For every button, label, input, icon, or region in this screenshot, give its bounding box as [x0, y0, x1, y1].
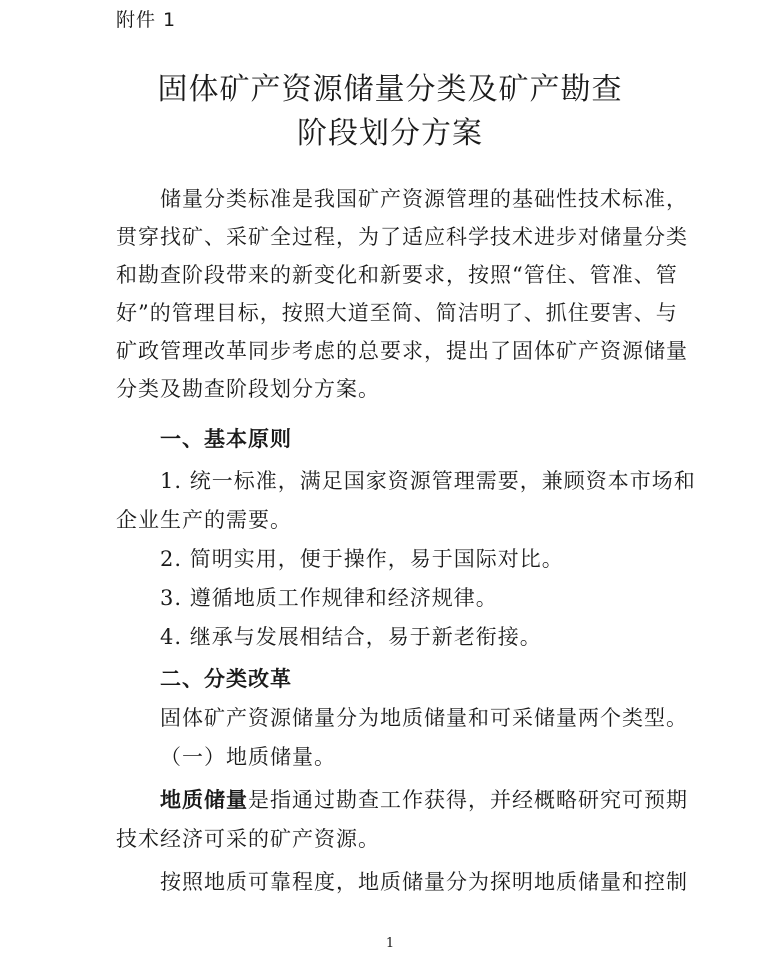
principle-item: 3. 遵循地质工作规律和经济规律。	[160, 586, 498, 610]
document-title-line-1: 固体矿产资源储量分类及矿产勘查	[157, 72, 623, 107]
definition-line-continued: 技术经济可采的矿产资源。	[116, 827, 380, 851]
principle-item: 2. 简明实用，便于操作，易于国际对比。	[160, 547, 564, 571]
document-title-line-2: 阶段划分方案	[297, 116, 483, 151]
section-heading-classification: 二、分类改革	[160, 667, 292, 691]
definition-line	[160, 784, 688, 814]
attachment-label: 附件 1	[116, 9, 177, 31]
intro-line: 和勘查阶段带来的新变化和新要求，按照“管住、管准、管	[116, 263, 678, 287]
paragraph-line: 按照地质可靠程度，地质储量分为探明地质储量和控制	[160, 870, 688, 894]
section-heading-principles: 一、基本原则	[160, 427, 292, 451]
principle-item-continued: 企业生产的需要。	[116, 508, 292, 532]
principle-item: 4. 继承与发展相结合，易于新老衔接。	[160, 625, 542, 649]
subsection-heading: （一）地质储量。	[160, 745, 336, 769]
classification-paragraph: 固体矿产资源储量分为地质储量和可采储量两个类型。	[160, 706, 688, 730]
intro-line: 储量分类标准是我国矿产资源管理的基础性技术标准，	[160, 187, 688, 211]
intro-line: 贯穿找矿、采矿全过程，为了适应科学技术进步对储量分类	[116, 225, 688, 249]
definition-text: 是指通过勘查工作获得，并经概略研究可预期	[248, 788, 688, 812]
intro-line: 好”的管理目标，按照大道至简、简洁明了、抓住要害、与	[116, 301, 678, 325]
intro-line: 分类及勘查阶段划分方案。	[116, 377, 380, 401]
definition-term: 地质储量	[160, 788, 248, 812]
principle-item: 1. 统一标准，满足国家资源管理需要，兼顾资本市场和	[160, 469, 696, 493]
page-number: 1	[385, 936, 395, 951]
intro-line: 矿政管理改革同步考虑的总要求，提出了固体矿产资源储量	[116, 339, 688, 363]
